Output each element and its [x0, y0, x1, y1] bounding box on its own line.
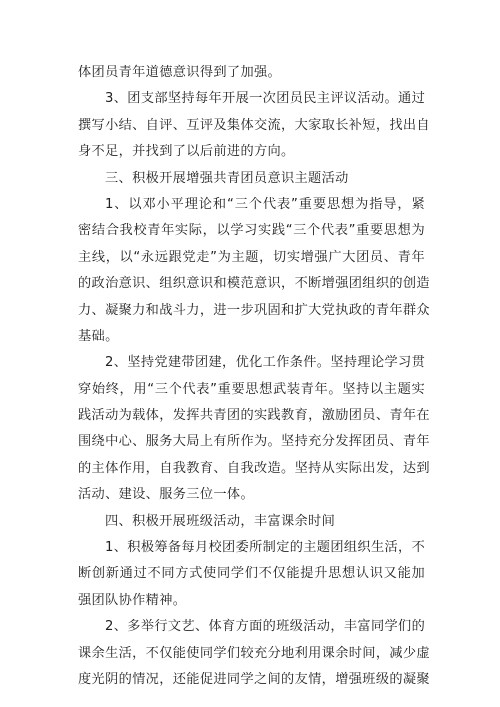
paragraph-line: 基础。: [78, 328, 119, 344]
paragraph-line: 1、以邓小平理论和“三个代表”重要思想为指导，紧: [105, 196, 425, 212]
paragraph-line: 课余生活，不仅能使同学们较充分地利用课余时间，减少虚: [78, 645, 430, 661]
paragraph-line: 的政治意识、组织意识和模范意识，不断增强团组织的创造: [78, 276, 430, 292]
paragraph-line: 2、多举行文艺、体育方面的班级活动，丰富同学们的: [105, 619, 426, 635]
paragraph-line: 践活动为载体，发挥共青团的实践教育，激励团员、青年在: [78, 408, 430, 424]
paragraph-line: 的主体作用，自我教育、自我改造。坚持从实际出发，达到: [78, 460, 430, 476]
paragraph-line: 3、团支部坚持每年开展一次团员民主评议活动。通过: [105, 91, 426, 107]
document-page: [78, 60, 430, 693]
paragraph-line: 围绕中心、服务大局上有所作为。坚持充分发挥团员、青年: [78, 434, 430, 450]
paragraph-line: 1、积极筹备每月校团委所制定的主题团组织生活，不: [105, 540, 426, 556]
paragraph-line: 力、凝聚力和战斗力，进一步巩固和扩大党执政的青年群众: [78, 302, 430, 318]
paragraph-line: 撰写小结、自评、互评及集体交流，大家取长补短，找出自: [78, 117, 430, 133]
paragraph-line: 活动、建设、服务三位一体。: [78, 487, 254, 503]
paragraph-line: 强团队协作精神。: [78, 592, 187, 608]
paragraph-line: 穿始终，用“三个代表”重要思想武装青年。坚持以主题实: [78, 381, 425, 397]
section-heading: 四、积极开展班级活动，丰富课余时间: [105, 513, 336, 529]
paragraph-line: 体团员青年道德意识得到了加强。: [78, 65, 282, 80]
paragraph-line: 度光阴的情况，还能促进同学之间的友情，增强班级的凝聚: [78, 671, 430, 687]
paragraph-line: 断创新通过不同方式使同学们不仅能提升思想认识又能加: [78, 566, 425, 582]
paragraph-line: 密结合我校青年实际，以学习实践“三个代表”重要思想为: [78, 223, 425, 239]
paragraph-line: 主线，以“永远跟党走”为主题，切实增强广大团员、青年: [78, 249, 425, 265]
paragraph-line: 2、坚持党建带团建，优化工作条件。坚持理论学习贯: [105, 355, 426, 371]
section-heading: 三、积极开展增强共青团员意识主题活动: [105, 170, 349, 186]
paragraph-line: 身不足，并找到了以后前进的方向。: [78, 144, 295, 160]
